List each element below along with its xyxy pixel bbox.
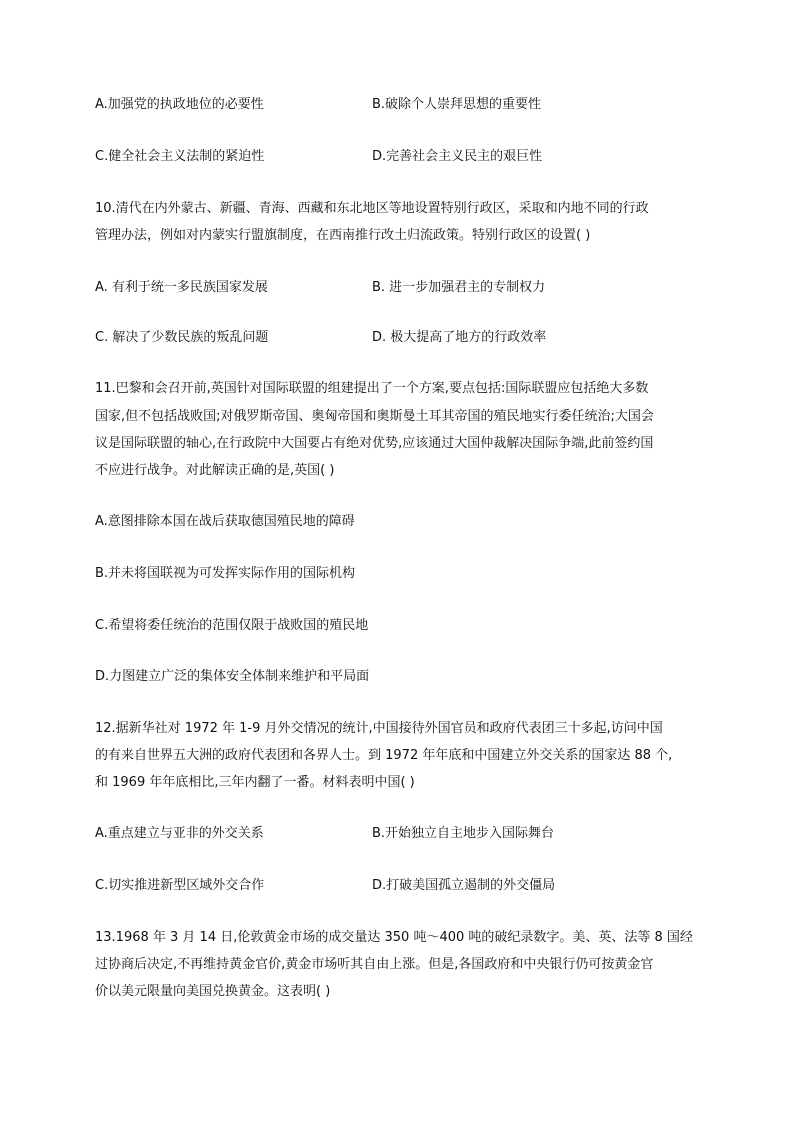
q10-option-a: A. 有利于统一多民族国家发展 xyxy=(95,280,268,295)
q12-stem-line-3: 和 1969 年年底相比,三年内翻了一番。材料表明中国( ) xyxy=(95,775,415,790)
prev-option-b: B.破除个人崇拜思想的重要性 xyxy=(372,97,542,112)
q10-option-c: C. 解决了少数民族的叛乱问题 xyxy=(95,330,269,345)
q12-stem-line-2: 的有来自世界五大洲的政府代表团和各界人士。到 1972 年年底和中国建立外交关系的国家达 88 个, xyxy=(95,748,673,763)
q10-stem-line-2: 管理办法，例如对内蒙实行盟旗制度，在西南推行改土归流政策。特别行政区的设置( ) xyxy=(95,228,591,243)
q11-stem-line-2: 国家,但不包括战败国;对俄罗斯帝国、奥匈帝国和奥斯曼土耳其帝国的殖民地实行委任统治;大国会 xyxy=(95,409,654,424)
q13-stem-line-1: 13.1968 年 3 月 14 日,伦敦黄金市场的成交量达 350 吨～400 吨的破纪录数字。美、英、法等 8 国经 xyxy=(95,930,693,945)
q12-option-d: D.打破美国孤立遏制的外交僵局 xyxy=(372,878,556,893)
prev-option-d: D.完善社会主义民主的艰巨性 xyxy=(372,149,543,164)
q11-option-c: C.希望将委任统治的范围仅限于战败国的殖民地 xyxy=(95,618,369,633)
q11-option-d: D.力图建立广泛的集体安全体制来维护和平局面 xyxy=(95,669,370,684)
q12-stem-line-1: 12.据新华社对 1972 年 1-9 月外交情况的统计,中国接待外国官员和政府代表团三十多起,访问中国 xyxy=(95,721,663,736)
q10-option-b: B. 进一步加强君主的专制权力 xyxy=(372,280,546,295)
q13-stem-line-3: 价以美元限量向美国兑换黄金。这表明( ) xyxy=(95,984,331,999)
q11-stem-line-3: 议是国际联盟的轴心,在行政院中大国要占有绝对优势,应该通过大国仲裁解决国际争端,此前签约国 xyxy=(95,436,654,451)
q13-stem-line-2: 过协商后决定,不再维持黄金官价,黄金市场听其自由上涨。但是,各国政府和中央银行仍可按黄金官 xyxy=(95,957,654,972)
q11-option-b: B.并未将国联视为可发挥实际作用的国际机构 xyxy=(95,566,356,581)
q12-option-b: B.开始独立自主地步入国际舞台 xyxy=(372,826,555,841)
q10-option-d: D. 极大提高了地方的行政效率 xyxy=(372,330,547,345)
q11-stem-line-1: 11.巴黎和会召开前,英国针对国际联盟的组建提出了一个方案,要点包括:国际联盟应包括绝大多数 xyxy=(95,381,649,396)
q12-option-a: A.重点建立与亚非的外交关系 xyxy=(95,826,264,841)
prev-option-a: A.加强党的执政地位的必要性 xyxy=(95,97,264,112)
q11-option-a: A.意图排除本国在战后获取德国殖民地的障碍 xyxy=(95,514,355,529)
q12-option-c: C.切实推进新型区域外交合作 xyxy=(95,878,265,893)
prev-option-c: C.健全社会主义法制的紧迫性 xyxy=(95,149,265,164)
q11-stem-line-4: 不应进行战争。对此解读正确的是,英国( ) xyxy=(95,463,335,478)
q10-stem-line-1: 10.清代在内外蒙古、新疆、青海、西藏和东北地区等地设置特别行政区，采取和内地不同的行政 xyxy=(95,201,649,216)
